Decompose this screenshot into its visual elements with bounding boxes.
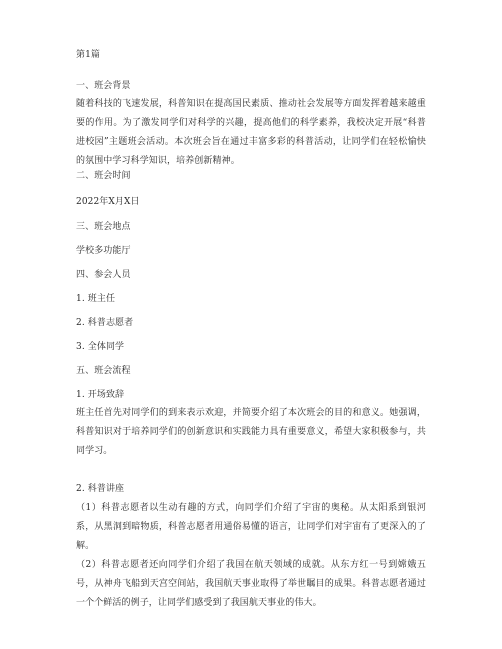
people-heading: 四、参会人员 <box>76 270 131 280</box>
part-title: 第1篇 <box>76 50 101 60</box>
people-item-volunteers: 2. 科普志愿者 <box>76 318 134 328</box>
time-heading: 二、班会时间 <box>76 171 131 181</box>
step1-paragraph: 班主任首先对同学们的到来表示欢迎，并简要介绍了本次班会的目的和意义。她强调，科普知识对于培养同学们的创新意识和实践能力具有重要意义，希望大家积极参与，共同学习。 <box>76 408 426 456</box>
background-paragraph: 随着科技的飞速发展，科普知识在提高国民素质、推动社会发展等方面发挥着越来越重要的作用。为了激发同学们对科学的兴趣，提高他们的科学素养，我校决定开展“科普进校园”主题班会活动。本次班会旨在通过丰富多彩的科普活动，让同学们在轻松愉快的氛围中学习科学知识，培养创新精神。 <box>76 99 426 166</box>
place-heading: 三、班会地点 <box>76 222 131 232</box>
step2-paragraph-2: （2）科普志愿者还向同学们介绍了我国在航天领域的成就。从东方红一号到嫦娥五号，从神舟飞船到天宫空间站，我国航天事业取得了举世瞩目的成果。科普志愿者通过一个个鲜活的例子，让同学们感受到了我国航天事业的伟大。 <box>76 560 426 608</box>
step2-heading: 2. 科普讲座 <box>76 484 125 494</box>
step1-heading: 1. 开场致辞 <box>76 390 125 400</box>
background-heading: 一、班会背景 <box>76 81 131 91</box>
place-value: 学校多功能厅 <box>76 246 131 256</box>
people-item-head-teacher: 1. 班主任 <box>76 294 116 304</box>
time-value: 2022年X月X日 <box>76 197 140 207</box>
process-heading: 五、班会流程 <box>76 366 131 376</box>
people-item-students: 3. 全体同学 <box>76 342 125 352</box>
step2-paragraph-1: （1）科普志愿者以生动有趣的方式，向同学们介绍了宇宙的奥秘。从太阳系到银河系，从黑洞到暗物质，科普志愿者用通俗易懂的语言，让同学们对宇宙有了更深入的了解。 <box>76 503 426 551</box>
